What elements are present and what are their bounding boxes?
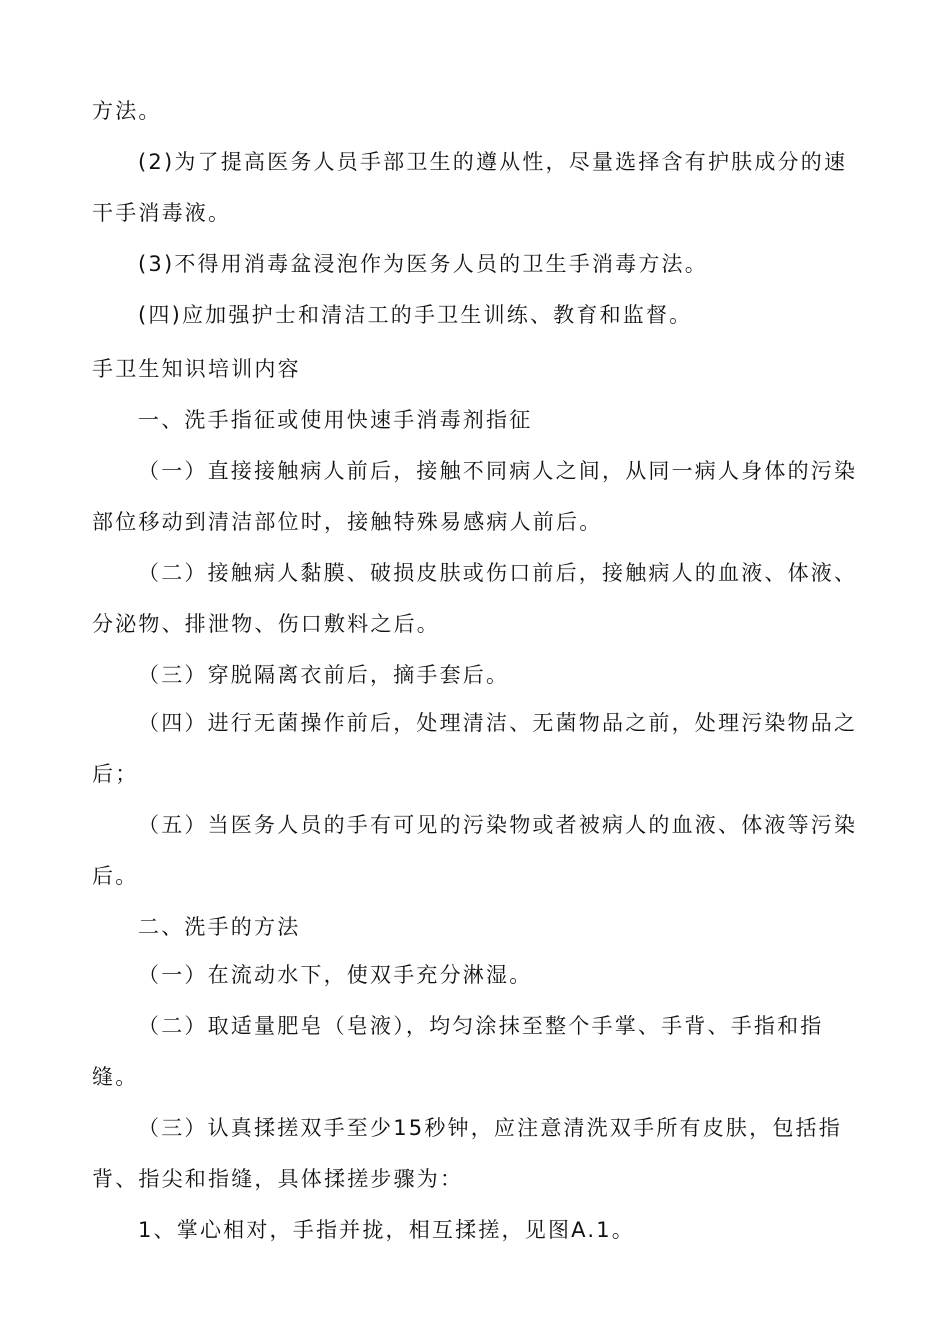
paragraph-rub-step-1: 1、掌心相对，手指并拢，相互揉搓，见图A.1。 (138, 1218, 635, 1242)
section-title: 手卫生知识培训内容 (92, 357, 301, 381)
paragraph-indication-5: （五）当医务人员的手有可见的污染物或者被病人的血液、体液等污染后。 (92, 813, 858, 888)
paragraph-indication-4: （四）进行无菌操作前后，处理清洁、无菌物品之前，处理污染物品之后； (92, 711, 858, 786)
paragraph-indication-2: （二）接触病人黏膜、破损皮肤或伤口前后，接触病人的血液、体液、分泌物、排泄物、伤口敷料之后。 (92, 561, 858, 636)
paragraph-step-3: （三）认真揉搓双手至少15秒钟，应注意清洗双手所有皮肤，包括指背、指尖和指缝，具体揉搓步骤为： (92, 1116, 842, 1191)
paragraph-item-3: (3)不得用消毒盆浸泡作为医务人员的卫生手消毒方法。 (138, 252, 708, 276)
heading-indications: 一、洗手指征或使用快速手消毒剂指征 (138, 408, 533, 432)
paragraph-item-2: (2)为了提高医务人员手部卫生的遵从性，尽量选择含有护肤成分的速干手消毒液。 (92, 150, 848, 225)
paragraph-step-1: （一）在流动水下，使双手充分淋湿。 (138, 963, 533, 987)
paragraph-method-end: 方法。 (92, 99, 162, 123)
paragraph-indication-1: （一）直接接触病人前后，接触不同病人之间，从同一病人身体的污染部位移动到清洁部位时，接触特殊易感病人前后。 (92, 459, 858, 534)
paragraph-indication-3: （三）穿脱隔离衣前后，摘手套后。 (138, 663, 510, 687)
paragraph-step-2: （二）取适量肥皂（皂液），均匀涂抹至整个手掌、手背、手指和指缝。 (92, 1014, 824, 1089)
heading-washing-method: 二、洗手的方法 (138, 915, 301, 939)
paragraph-item-4: (四)应加强护士和清洁工的手卫生训练、教育和监督。 (138, 303, 693, 327)
